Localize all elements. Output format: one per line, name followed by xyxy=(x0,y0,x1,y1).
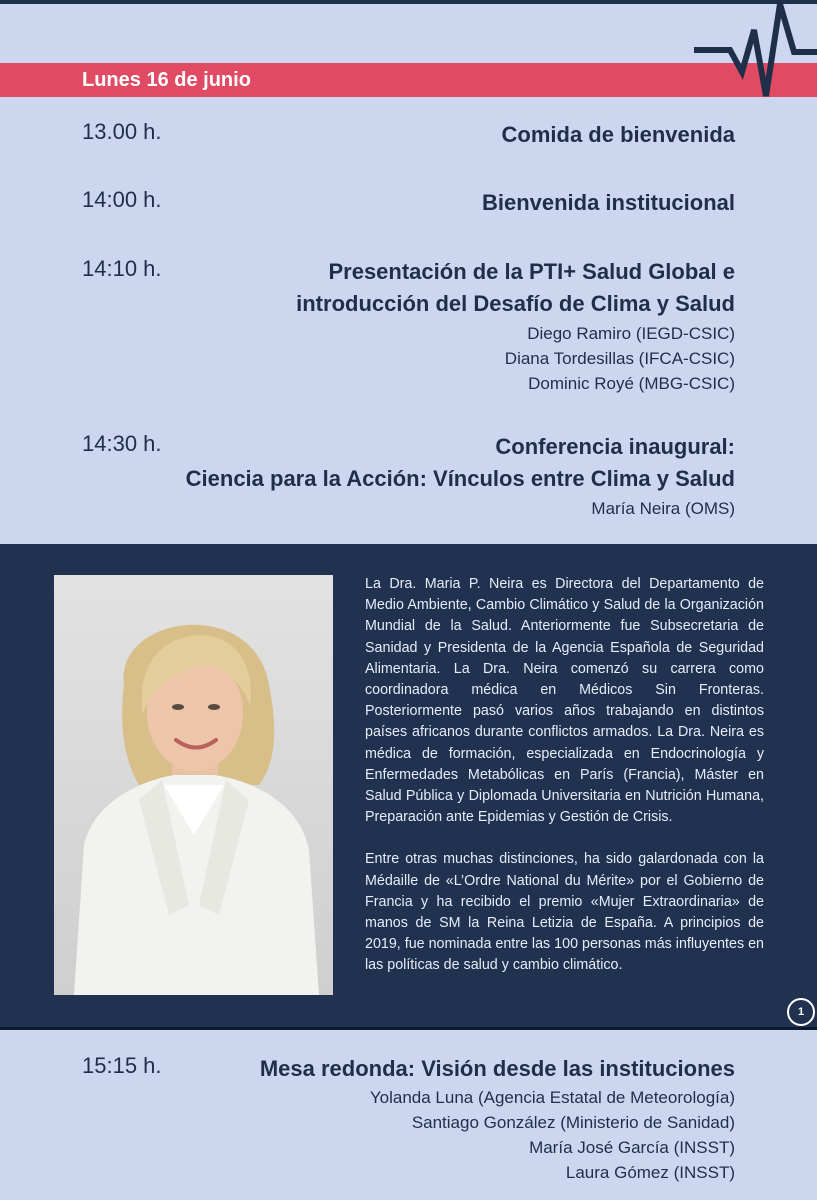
page-number-badge: 1 xyxy=(787,998,815,1026)
speaker-bio-panel xyxy=(0,544,817,1027)
slot-time: 14:10 h. xyxy=(82,256,162,281)
speaker-name: Santiago González (Ministerio de Sanidad) xyxy=(411,1113,735,1132)
speaker-list xyxy=(505,321,735,396)
bio-paragraph: La Dra. Maria P. Neira es Directora del Departamento de Medio Ambiente, Cambio Climático y Salud de la Organización Mundial de la Salud. Anteriormente fue Subsecretaria de Sanidad y Presidenta de la Agencia Española de Seguridad Alimentaria. La Dra. Neira comenzó su carrera como coordinadora médica en Médicos Sin Fronteras. Posteriormente pasó varios años trabajando en distintos países africanos durante conflictos armados. La Dra. Neira es médica de formación, especializada en Endocrinología y Enfermedades Metabólicas en París (Francia), Máster en Salud Pública y Diplomada Universitaria en Nutrición Humana, Preparación ante Epidemias y Gestión de Crisis. xyxy=(365,576,764,826)
slot-title-line: Bienvenida institucional xyxy=(481,190,735,215)
slot-title-line: Presentación de la PTI+ Salud Global e xyxy=(328,259,735,284)
slot-title xyxy=(186,431,735,495)
speaker-name: Yolanda Luna (Agencia Estatal de Meteorología) xyxy=(369,1088,735,1107)
speaker-name: Laura Gómez (INSST) xyxy=(565,1163,735,1182)
slot-title xyxy=(502,119,736,151)
speaker-name: Diana Tordesillas (IFCA-CSIC) xyxy=(504,349,735,368)
slot-time: 14:30 h. xyxy=(82,431,162,456)
speaker-name: María Neira (OMS) xyxy=(591,499,735,518)
speaker-list xyxy=(370,1085,735,1185)
speaker-name: Dominic Royé (MBG-CSIC) xyxy=(528,374,735,393)
slot-title-line: Comida de bienvenida xyxy=(501,122,735,147)
heartbeat-pulse-icon xyxy=(690,0,817,100)
portrait-illustration xyxy=(54,575,333,995)
speaker-portrait xyxy=(54,575,333,995)
slot-title-line: Mesa redonda: Visión desde las instituciones xyxy=(259,1056,735,1081)
slot-time: 15:15 h. xyxy=(82,1053,162,1078)
slot-time: 14:00 h. xyxy=(82,187,162,212)
slot-title-line: Ciencia para la Acción: Vínculos entre Clima y Salud xyxy=(185,466,735,491)
bio-paragraph: Entre otras muchas distinciones, ha sido galardonada con la Médaille de «L’Ordre National du Mérite» por el Gobierno de Francia y ha recibido el premio «Mujer Extraordinaria» de manos de SM la Reina Letizia de España. A principios de 2019, fue nominada entre las 100 personas más influyentes en las políticas de salud y cambio climático. xyxy=(365,851,764,974)
slot-title xyxy=(260,1053,735,1085)
panel-divider xyxy=(0,1027,817,1030)
slot-title-line: Conferencia inaugural: xyxy=(495,434,735,459)
speaker-name: María José García (INSST) xyxy=(529,1138,735,1157)
slot-title xyxy=(482,187,735,219)
slot-title xyxy=(296,256,735,320)
speaker-list xyxy=(591,496,735,521)
slot-title-line: introducción del Desafío de Clima y Salud xyxy=(296,291,735,316)
speaker-name: Diego Ramiro (IEGD-CSIC) xyxy=(527,324,735,343)
slot-time: 13.00 h. xyxy=(82,119,162,144)
day-title: Lunes 16 de junio xyxy=(82,69,251,91)
speaker-bio-text xyxy=(365,574,764,998)
